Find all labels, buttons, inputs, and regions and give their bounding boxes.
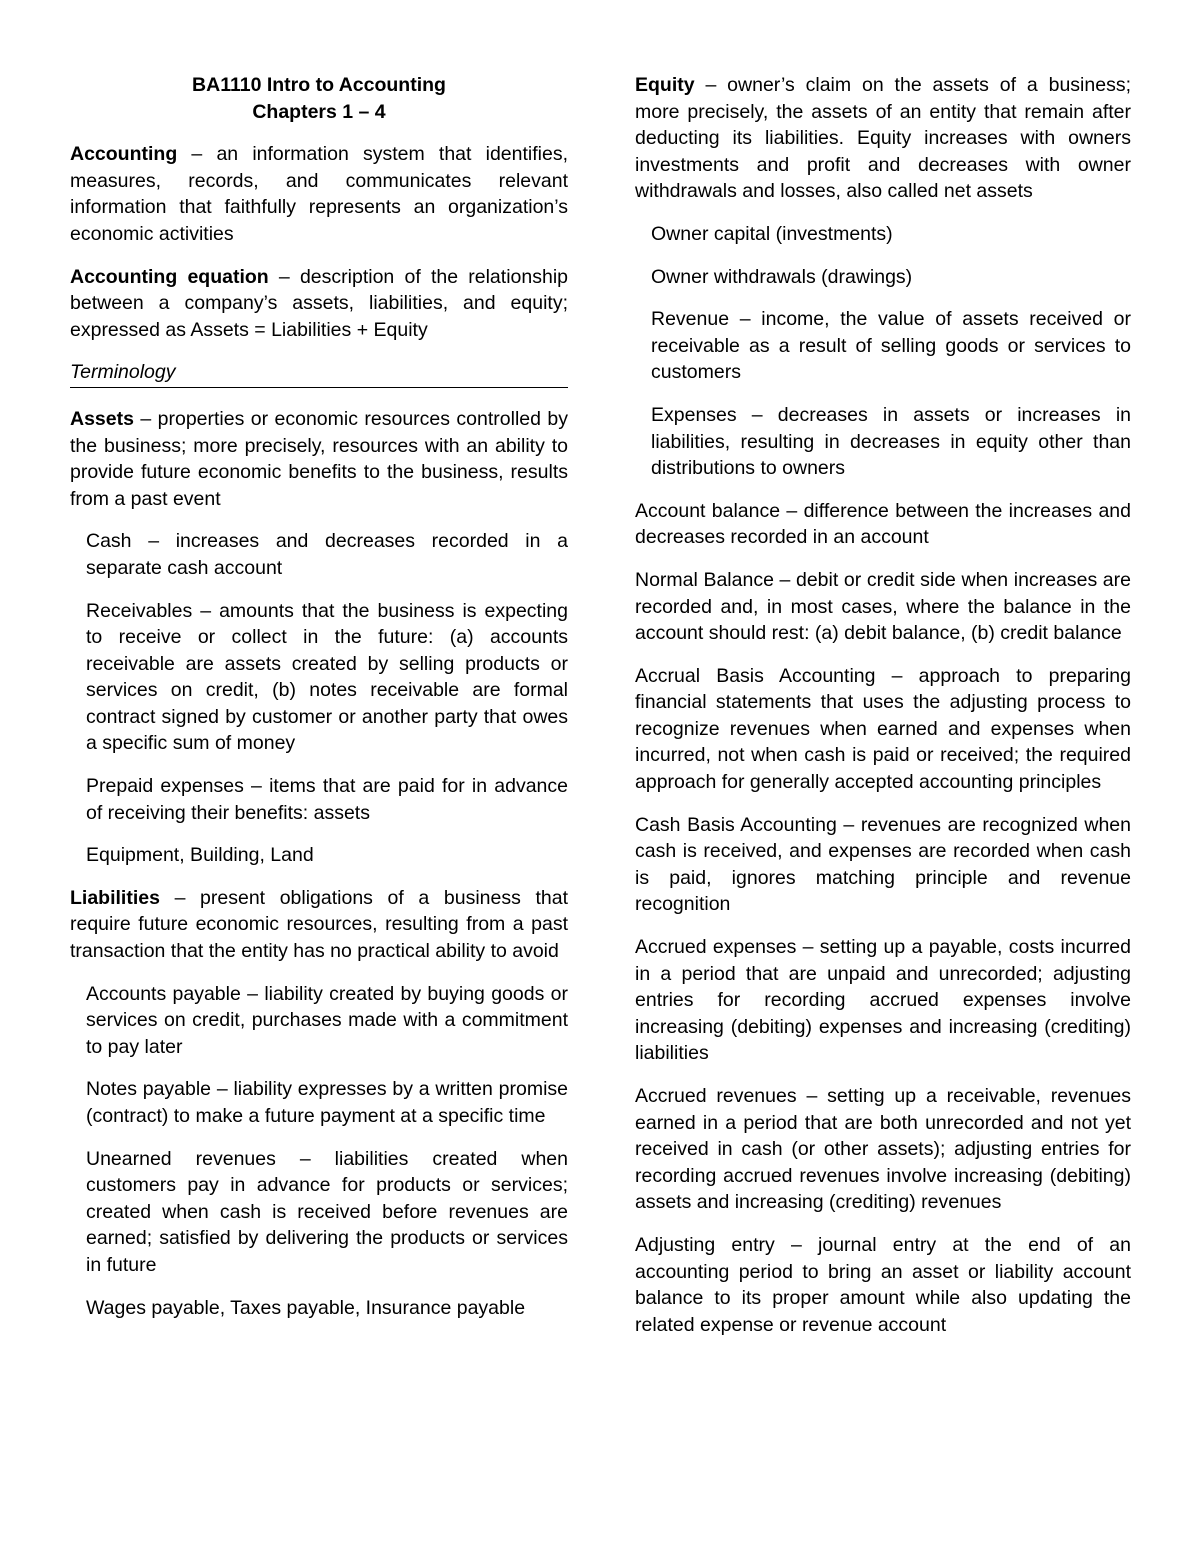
term-description: – income, the value of assets received or receivable as a result of selling goods or services to customers xyxy=(651,308,1131,384)
term-label: Notes payable xyxy=(86,1078,212,1101)
definition-cash xyxy=(86,528,568,581)
definition-accrued-expenses xyxy=(635,934,1131,1067)
term-description: – amounts that the business is expecting to receive or collect in the future: (a) accounts receivable are assets created by selling products or services on credit, (b) notes receivable are formal contract signed by customer or another party that owes a specific sum of money xyxy=(86,599,568,755)
definition-revenue xyxy=(651,306,1131,386)
definition-owner-withdrawals-drawings xyxy=(651,264,1131,291)
definition-account-balance xyxy=(635,498,1131,551)
definition-wages-payable-taxes-payable-insurance-payable xyxy=(86,1295,568,1322)
term-description: – journal entry at the end of an accounting period to bring an asset or liability account balance to its proper amount while also updating the related expense or revenue account xyxy=(635,1233,1131,1336)
term-label: Receivables xyxy=(86,599,193,622)
term-description: – setting up a payable, costs incurred in a period that are unpaid and unrecorded; adjusting entries for recording accrued expenses involve increasing (debiting) expenses and increasing (crediting) liabilities xyxy=(635,936,1131,1065)
definition-normal-balance xyxy=(635,567,1131,647)
term-label: Expenses xyxy=(651,403,737,426)
term-label: Adjusting entry xyxy=(635,1233,775,1256)
term-description: – an information system that identifies, measures, records, and communicates relevant information that faithfully represents an organization’s economic activities xyxy=(70,143,568,245)
document-header xyxy=(70,72,568,125)
definition-accounting xyxy=(70,141,568,247)
term-description: – properties or economic resources controlled by the business; more precisely, resources with an ability to provide future economic benefits to the business, results from a past event xyxy=(70,407,568,510)
term-label: Accrual Basis Accounting xyxy=(635,664,876,687)
term-description: – debit or credit side when increases are recorded and, in most cases, where the balance in the account should rest: (a) debit balance, (b) credit balance xyxy=(635,568,1131,645)
definition-assets xyxy=(70,406,568,512)
definition-cash-basis-accounting xyxy=(635,812,1131,918)
chapters-subtitle: Chapters 1 – 4 xyxy=(252,100,386,123)
term-label: Cash Basis Accounting xyxy=(635,813,837,836)
term-description: – difference between the increases and decreases recorded in an account xyxy=(635,499,1131,549)
term-label: Accounting xyxy=(70,143,178,166)
definition-accounts-payable xyxy=(86,981,568,1061)
term-label: Accrued revenues xyxy=(635,1085,797,1107)
right-column xyxy=(635,72,1131,1354)
section-heading-terminology: Terminology xyxy=(70,359,568,388)
term-description: – liabilities created when customers pay in advance for products or services; created when cash is received before revenues are earned; satisfied by delivering the products or services in future xyxy=(86,1147,568,1276)
term-description: – owner’s claim on the assets of a business; more precisely, the assets of an entity that remain after deducting its liabilities. Equity increases with owners investments and profit and decreases with owner withdrawals and losses, also called net assets xyxy=(635,74,1131,203)
term-label: Unearned revenues xyxy=(86,1147,276,1170)
term-label: Accrued expenses xyxy=(635,936,797,959)
term-description: – liability expresses by a written promise (contract) to make a future payment at a specific time xyxy=(86,1078,569,1127)
definition-adjusting-entry xyxy=(635,1232,1131,1338)
right-entries xyxy=(635,72,1131,1338)
definition-accrued-revenues xyxy=(635,1083,1131,1216)
definition-expenses xyxy=(651,402,1131,482)
term-description: – liability created by buying goods or services on credit, purchases made with a commitment to pay later xyxy=(86,982,569,1058)
term-label: Wages payable, Taxes payable, Insurance payable xyxy=(86,1296,526,1319)
term-label: Owner withdrawals (drawings) xyxy=(651,265,913,288)
term-label: Revenue xyxy=(651,308,730,331)
term-label: Assets xyxy=(70,407,134,430)
definition-receivables xyxy=(86,598,568,758)
definition-notes-payable xyxy=(86,1076,568,1129)
term-description: – approach to preparing financial statements that uses the adjusting process to recognize revenues when earned and expenses when incurred, not when cash is paid or received; the required approach for generally accepted accounting principles xyxy=(635,664,1131,794)
term-label: Account balance xyxy=(635,499,781,522)
term-label: Cash xyxy=(86,530,132,553)
term-description: – items that are paid for in advance of receiving their benefits: assets xyxy=(86,775,568,824)
left-entries xyxy=(70,141,568,1321)
term-description: – decreases in assets or increases in liabilities, resulting in decreases in equity other than distributions to owners xyxy=(651,403,1131,480)
term-label: Equity xyxy=(635,74,695,96)
term-label: Accounts payable xyxy=(86,982,241,1005)
definition-accrual-basis-accounting xyxy=(635,663,1131,796)
term-description: – description of the relationship between a company’s assets, liabilities, and equity; expressed as Assets = Liabilities + Equity xyxy=(70,265,568,341)
term-label: Accounting equation xyxy=(70,265,269,288)
definition-accounting-equation xyxy=(70,264,568,344)
definition-equity xyxy=(635,72,1131,205)
term-label: Owner capital (investments) xyxy=(651,222,893,245)
course-title: BA1110 Intro to Accounting xyxy=(192,74,446,96)
term-label: Normal Balance xyxy=(635,568,774,591)
term-description: – present obligations of a business that require future economic resources, resulting from a past transaction that the entity has no practical ability to avoid xyxy=(70,886,568,963)
term-label: Liabilities xyxy=(70,886,160,909)
definition-equipment-building-land xyxy=(86,842,568,869)
left-column xyxy=(70,72,568,1337)
term-description: – increases and decreases recorded in a separate cash account xyxy=(86,530,568,579)
term-description: – revenues are recognized when cash is received, and expenses are recorded when cash is paid, ignores matching principle and revenue recognition xyxy=(635,813,1131,916)
term-label: Equipment, Building, Land xyxy=(86,844,314,867)
definition-liabilities xyxy=(70,885,568,965)
term-description: – setting up a receivable, revenues earned in a period that are both unrecorded and not yet received in cash (or other assets); adjusting entries for recording accrued revenues involve increasing (debiting) assets and increasing (crediting) revenues xyxy=(635,1085,1132,1214)
definition-prepaid-expenses xyxy=(86,773,568,826)
definition-owner-capital-investments xyxy=(651,221,1131,248)
term-label: Prepaid expenses xyxy=(86,775,244,798)
definition-unearned-revenues xyxy=(86,1146,568,1279)
